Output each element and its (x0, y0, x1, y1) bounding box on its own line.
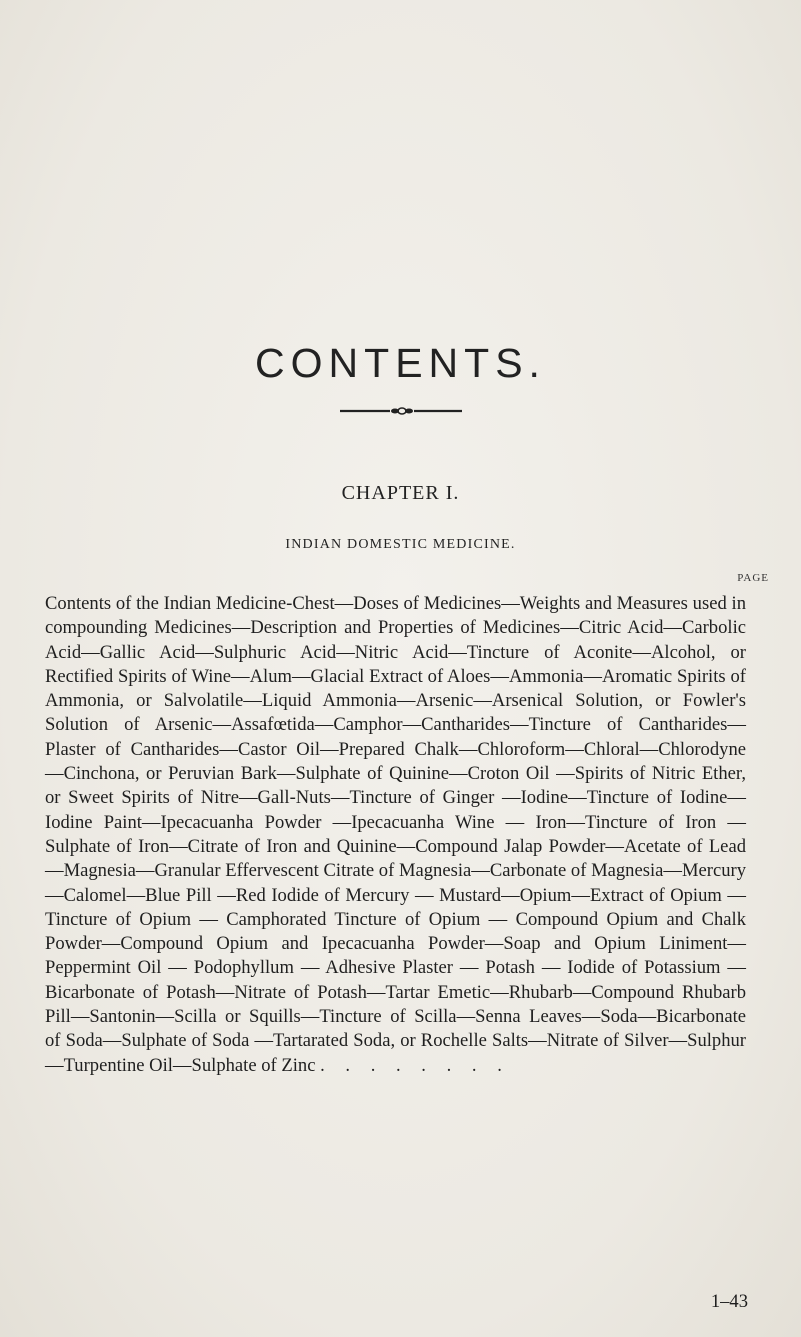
ornament-rule (330, 406, 470, 416)
chapter-subtitle: INDIAN DOMESTIC MEDICINE. (285, 537, 516, 552)
contents-entry (45, 592, 746, 1078)
entry-text: Contents of the Indian Medicine-Chest—Doses of Medicines—Weights and Measures used in compounding Medicines—Description and Properties of Medicines—Citric Acid—Carbolic Acid—Gallic Acid—Sulphuric Acid—Nitric Acid—Tincture of Aconite—Alcohol, or Rectified Spirits of Wine—Alum—Glacial Extract of Aloes—Ammonia—Aromatic Spirits of Ammonia, or Salvolatile—Liquid Ammonia—Arsenic—Arsenical Solution, or Fowler's Solution of Arsenic—Assafœtida—Camphor—Cantharides—Tincture of Cantharides—Plaster of Cantharides—Castor Oil—Prepared Chalk—Chloroform—Chloral—Chlorodyne —Cinchona, or Peruvian Bark—Sulphate of Quinine—Croton Oil —Spirits of Nitric Ether, or Sweet Spirits of Nitre—Gall-Nuts—Tincture of Ginger —Iodine—Tincture of Iodine—Iodine Paint—Ipecacuanha Powder —Ipecacuanha Wine — Iron—Tincture of Iron — Sulphate of Iron—Citrate of Iron and Quinine—Compound Jalap Powder—Acetate of Lead—Magnesia—Granular Effervescent Citrate of Magnesia—Carbonate of Magnesia—Mercury—Calomel—Blue Pill —Red Iodide of Mercury — Mustard—Opium—Extract of Opium — Tincture of Opium — Camphorated Tincture of Opium — Compound Opium and Chalk Powder—Compound Opium and Ipecacuanha Powder—Soap and Opium Liniment—Peppermint Oil — Podophyllum — Adhesive Plaster — Potash — Iodide of Potassium — Bicarbonate of Potash—Nitrate of Potash—Tartar Emetic—Rhubarb—Compound Rhubarb Pill—Santonin—Scilla or Squills—Tincture of Scilla—Senna Leaves—Soda—Bicarbonate of Soda—Sulphate of Soda —Tartarated Soda, or Rochelle Salts—Nitrate of Silver—Sulphur—Turpentine Oil—Sulphate of Zinc (45, 593, 746, 1076)
page-column-label: PAGE (737, 572, 769, 584)
contents-title: CONTENTS. (255, 340, 546, 386)
entry-page-range: 1–43 (710, 1291, 748, 1312)
chapter-heading: CHAPTER I. (341, 482, 460, 504)
dot-leader: . . . . . . . . (320, 1054, 510, 1076)
